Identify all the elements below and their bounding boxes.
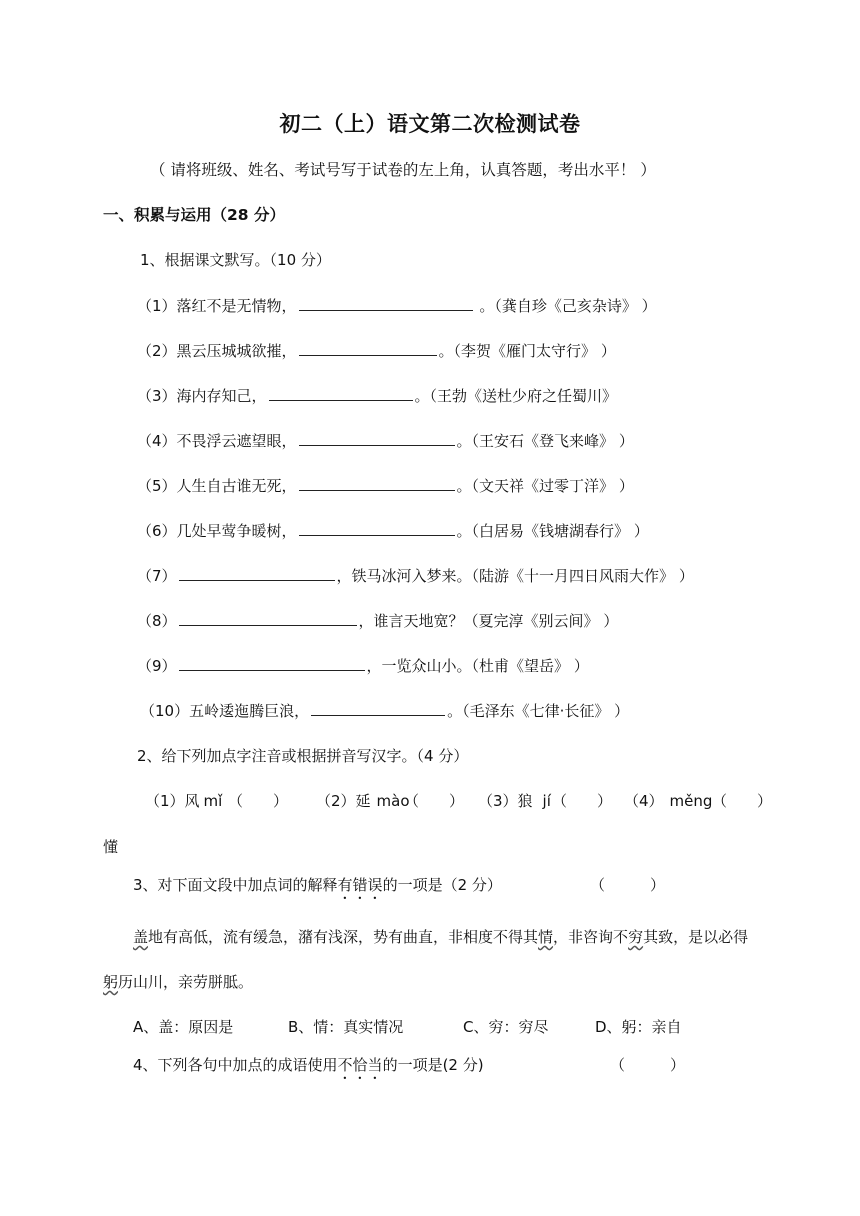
passage-line-2: 躬历山川，亲劳胼胝。: [103, 973, 254, 991]
pinyin-item-4: （4） měng: [624, 792, 713, 810]
answer-blank[interactable]: [179, 656, 365, 671]
answer-paren[interactable]: （ ）: [228, 792, 289, 810]
answer-paren[interactable]: （ ）: [404, 792, 465, 810]
answer-paren[interactable]: （ ）: [610, 1056, 686, 1074]
question-2-heading: 2、给下列加点字注音或根据拼音写汉字。（4 分）: [137, 747, 469, 765]
question-3-heading: 3、对下面文段中加点词的解释有错误的一项是（2 分）: [133, 876, 502, 894]
answer-blank[interactable]: [269, 386, 413, 401]
page-title: 初二（上）语文第二次检测试卷: [279, 112, 581, 136]
fill-item-6: （6）几处早莺争暖树， 。（白居易《钱塘湖春行》 ）: [137, 522, 649, 540]
answer-blank[interactable]: [299, 431, 455, 446]
fill-item-4: （4）不畏浮云遮望眼， 。（王安石《登飞来峰》 ）: [137, 432, 634, 450]
section-heading: 一、积累与运用（28 分）: [103, 206, 285, 224]
fill-item-1: （1）落红不是无情物， 。（龚自珍《己亥杂诗》 ）: [137, 297, 657, 315]
fill-item-9: （9） ，一览众山小。（杜甫《望岳》 ）: [137, 657, 589, 675]
option-d[interactable]: D、躬：亲自: [595, 1018, 682, 1036]
answer-paren[interactable]: （ ）: [590, 876, 666, 894]
fill-item-8: （8） ，谁言天地宽？（夏完淳《别云间》 ）: [137, 612, 619, 630]
question-1-heading: 1、根据课文默写。（10 分）: [140, 251, 331, 269]
answer-blank[interactable]: [311, 701, 445, 716]
exam-instructions: （ 请将班级、姓名、考试号写于试卷的左上角，认真答题，考出水平！ ）: [150, 161, 656, 179]
fill-item-5: （5）人生自古谁无死， 。（文天祥《过零丁洋》 ）: [137, 477, 634, 495]
answer-paren[interactable]: （ ）: [712, 792, 773, 810]
fill-item-2: （2）黑云压城城欲摧， 。（李贺《雁门太守行》 ）: [137, 342, 616, 360]
pinyin-item-4-continued: 懂: [103, 838, 119, 856]
pinyin-item-1: （1）风 mǐ: [145, 792, 223, 810]
answer-blank[interactable]: [299, 296, 473, 311]
passage-line-1: 盖地有高低，流有缓急，潴有浅深，势有曲直，非相度不得其情，非咨询不穷其致，是以必得: [133, 928, 749, 946]
option-b[interactable]: B、情：真实情况: [288, 1018, 404, 1036]
fill-item-10: （10）五岭逶迤腾巨浪， 。（毛泽东《七律·长征》 ）: [140, 702, 630, 720]
fill-item-3: （3）海内存知己， 。（王勃《送杜少府之任蜀川》: [137, 387, 618, 405]
answer-blank[interactable]: [299, 341, 437, 356]
answer-blank[interactable]: [179, 566, 335, 581]
pinyin-item-2: （2）延 mào: [316, 792, 410, 810]
answer-blank[interactable]: [179, 611, 357, 626]
pinyin-item-3: （3）狼 jí: [478, 792, 551, 810]
option-c[interactable]: C、穷：穷尽: [463, 1018, 549, 1036]
fill-item-7: （7） ，铁马冰河入梦来。（陆游《十一月四日风雨大作》 ）: [137, 567, 694, 585]
option-a[interactable]: A、盖：原因是: [133, 1018, 234, 1036]
answer-paren[interactable]: （ ）: [552, 792, 613, 810]
answer-blank[interactable]: [299, 476, 455, 491]
answer-blank[interactable]: [299, 521, 455, 536]
question-4-heading: 4、下列各句中加点的成语使用不恰当的一项是(2 分): [133, 1056, 484, 1074]
